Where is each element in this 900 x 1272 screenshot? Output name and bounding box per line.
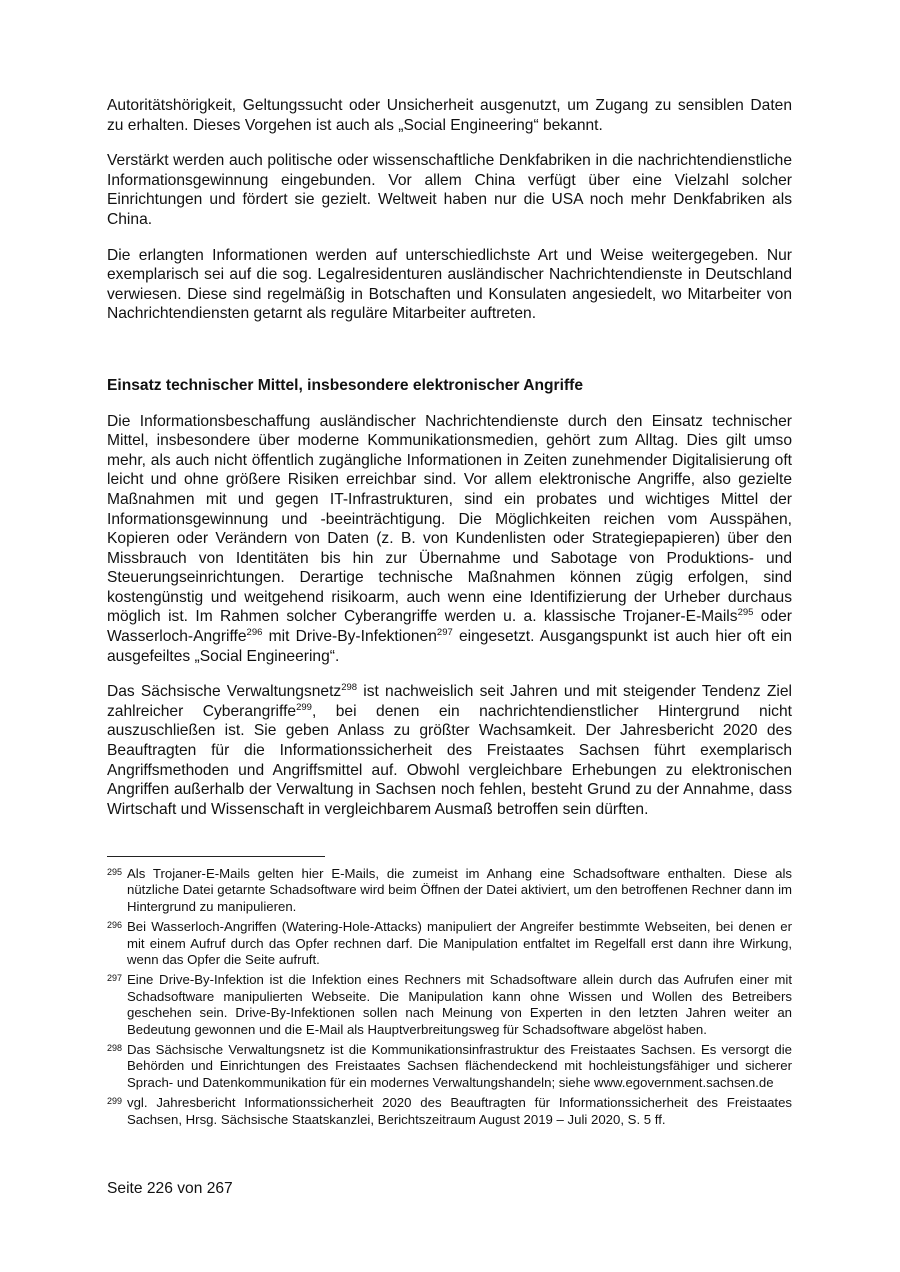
body-paragraph: Die erlangten Informationen werden auf unterschiedlichste Art und Weise weitergegeben. Nur exemplarisch sei auf die sog. Legalresidenturen ausländischer Nachrichtendienste in Deutschland verwiesen. Diese sind regelmäßig in Botschaften und Konsulaten angesiedelt, wo Mitarbeiter von Nachrichtendiensten getarnt als reguläre Mitarbeiter auftreten. xyxy=(107,246,792,323)
footnote-reference[interactable]: 297 xyxy=(436,626,453,638)
footnote-reference[interactable]: 296 xyxy=(246,626,263,638)
footnote-text: Das Sächsische Verwaltungsnetz ist die Kommunikationsinfrastruktur des Freistaates Sachsen. Es versorgt die Behörden und Einrichtungen des Freistaates Sachsen flächendeckend mit hochleistungsfähiger und sicherer Sprach- und Datenkommunikation für ein modernes Verwaltungshandeln; siehe www.egovernment.sachsen.de xyxy=(127,1042,792,1090)
paragraph-text: Das Sächsische Verwaltungsnetz xyxy=(107,683,342,701)
paragraph-text: oder Wasserloch-Angriffe xyxy=(107,608,792,646)
body-paragraph: Verstärkt werden auch politische oder wissenschaftliche Denkfabriken in die nachrichtendienstliche Informationsgewinnung eingebunden. Vor allem China verfügt über eine Vielzahl solcher Einrichtungen und fördert sie gezielt. Weltweit haben nur die USA noch mehr Denkfabriken als China. xyxy=(107,152,792,228)
section-heading: Einsatz technischer Mittel, insbesondere elektronischer Angriffe xyxy=(107,376,584,394)
footnote-number: 296 xyxy=(107,920,123,931)
body-paragraph xyxy=(107,682,792,819)
footnote-reference[interactable]: 295 xyxy=(737,607,754,619)
paragraph-text: ist nachweislich seit Jahren und mit steigender Tendenz Ziel zahlreicher Cyberangriffe xyxy=(107,683,792,720)
footnote-reference[interactable]: 298 xyxy=(341,682,358,694)
footnote-text: Als Trojaner-E-Mails gelten hier E-Mails, die zumeist im Anhang eine Schadsoftware enthalten. Diese als nützliche Datei getarnte Schadsoftware wird beim Öffnen der Datei aktiviert, um den betroffenen Rechner dann im Hintergrund zu manipulieren. xyxy=(127,866,792,914)
footnote-text: Eine Drive-By-Infektion ist die Infektion eines Rechners mit Schadsoftware allein durch das Aufrufen einer mit Schadsoftware manipulierten Webseite. Die Manipulation kann ohne Wissen und Wollen des Betreibers geschehen sein. Drive-By-Infektionen sollen nach Meinung von Experten in den letzten Jahren weiter an Bedeutung gewonnen und die E-Mail als Hauptverbreitungsweg für Schadsoftware abgelöst haben. xyxy=(127,972,792,1037)
footnote-text: Bei Wasserloch-Angriffen (Watering-Hole-Attacks) manipuliert der Angreifer bestimmte Webseiten, bei denen er mit einem Aufruf durch das Opfer rechnen darf. Die Manipulation entfaltet im Regelfall erst dann ihre Wirkung, wenn das Opfer die Seite aufruft. xyxy=(127,919,792,968)
footnote-reference[interactable]: 299 xyxy=(296,701,312,713)
footnotes xyxy=(107,866,792,1132)
footnote-separator xyxy=(107,856,325,857)
footnote xyxy=(107,1042,792,1091)
footnote xyxy=(107,866,792,915)
footnote xyxy=(107,1095,792,1128)
footnote xyxy=(107,972,792,1038)
footnote-text: vgl. Jahresbericht Informationssicherheit 2020 des Beauftragten für Informationssicherheit des Freistaates Sachsen, Hrsg. Sächsische Staatskanzlei, Berichtszeitraum August 2019 – Juli 2020, S. 5 ff. xyxy=(127,1095,792,1127)
paragraph-text: , bei denen ein nachrichtendienstlicher Hintergrund nicht auszuschließen ist. Sie geben Anlass zu größter Wachsamkeit. Der Jahresbericht 2020 des Beauftragten für die Informationssicherheit des Freistaates Sachsen führt exemplarisch Angriffsmethoden und Angriffsmittel auf. Obwohl vergleichbare Erhebungen zu elektronischen Angriffen außerhalb der Verwaltung in Sachsen noch fehlen, besteht Grund zu der Annahme, dass Wirtschaft und Wissenschaft in vergleichbarem Ausmaß betroffen sein dürften. xyxy=(107,702,792,818)
paragraph-text: Die Informationsbeschaffung ausländischer Nachrichtendienste durch den Einsatz technischer Mittel, insbesondere über moderne Kommunikationsmedien, gehört zum Alltag. Dies gilt umso mehr, als auch nicht öffentlich zugängliche Informationen in Zeiten zunehmender Digitalisierung oft leicht und ohne größere Risiken erreichbar sind. Vor allem elektronische Angriffe, also gezielte Maßnahmen mit und gegen IT-Infrastrukturen, sind ein probates und wichtiges Mittel der Informationsgewinnung und -beeinträchtigung. Die Möglichkeiten reichen vom Ausspähen, Kopieren oder Verändern von Daten (z. B. von Kundenlisten oder Strategiepapieren) über den Missbrauch von Identitäten bis hin zur Übernahme und Sabotage von Produktions- und Steuerungseinrichtungen. Derartige technische Maßnahmen können zügig erfolgen, sind kostengünstig und weitgehend risikoarm, auch wenn eine Identifizierung der Urheber durchaus möglich ist. Im Rahmen solcher Cyberangriffe werden u. a. klassische Trojaner-E-Mails xyxy=(107,412,792,626)
footnote-number: 299 xyxy=(107,1096,123,1107)
page-body xyxy=(107,96,792,835)
footnote-number: 298 xyxy=(107,1043,123,1054)
paragraph-text: eingesetzt. Ausgangspunkt ist auch hier oft ein ausgefeiltes „Social Engineering“. xyxy=(107,628,792,665)
body-paragraph: Autoritätshörigkeit, Geltungssucht oder Unsicherheit ausgenutzt, um Zugang zu sensiblen Daten zu erhalten. Dieses Vorgehen ist auch als „Social Engineering“ bekannt. xyxy=(107,97,792,134)
footnote xyxy=(107,919,792,968)
paragraph-text: mit Drive-By-Infektionen xyxy=(262,628,437,646)
footnote-number: 297 xyxy=(107,973,123,984)
body-paragraph xyxy=(107,412,792,667)
footnote-number: 295 xyxy=(107,867,123,877)
page-number: Seite 226 von 267 xyxy=(107,1180,233,1197)
